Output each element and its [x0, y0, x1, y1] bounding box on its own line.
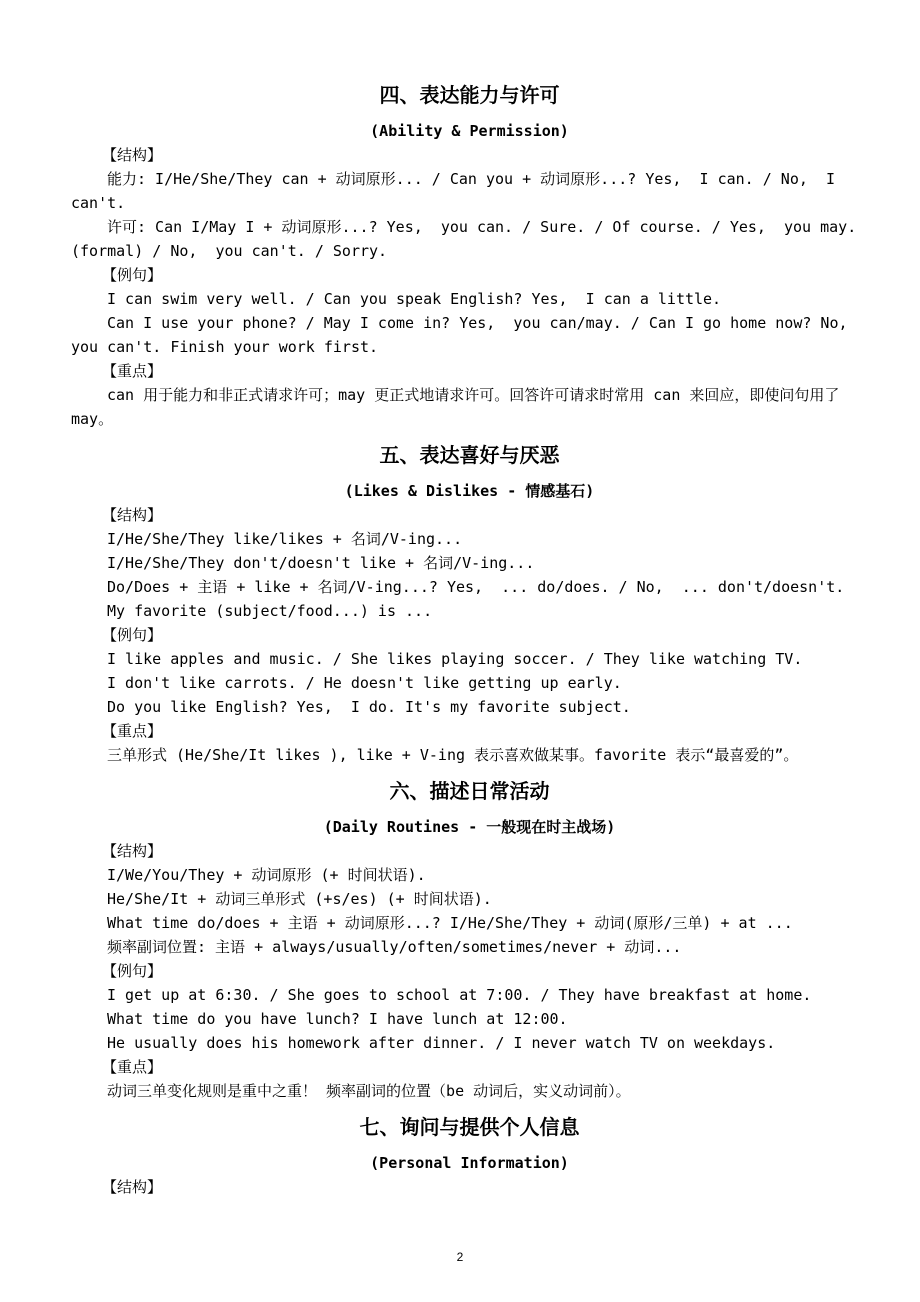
- structure-line: 能力: I/He/She/They can + 动词原形... / Can you + 动词原形...? Yes, I can. / No, I can't.: [71, 170, 845, 212]
- structure-line: He/She/It + 动词三单形式 (+s/es) (+ 时间状语).: [107, 890, 492, 908]
- key-line: 动词三单变化规则是重中之重！ 频率副词的位置（be 动词后，实义动词前）。: [107, 1082, 631, 1100]
- structure-line: My favorite (subject/food...) is ...: [107, 602, 433, 620]
- structure-label: 【结构】: [102, 842, 163, 860]
- section-title: 七、询问与提供个人信息: [359, 1115, 580, 1139]
- examples-line: I don't like carrots. / He doesn't like getting up early.: [107, 674, 622, 692]
- examples-line: Do you like English? Yes, I do. It's my favorite subject.: [107, 698, 631, 716]
- section-subtitle: (Personal Information): [370, 1154, 569, 1172]
- structure-line: 频率副词位置: 主语 + always/usually/often/sometimes/never + 动词...: [107, 938, 682, 956]
- structure-label: 【结构】: [102, 146, 163, 164]
- section-title: 五、表达喜好与厌恶: [379, 443, 560, 467]
- key-line: 三单形式 (He/She/It likes ), like + V-ing 表示喜欢做某事。favorite 表示“最喜爱的”。: [107, 746, 799, 764]
- structure-line: I/He/She/They don't/doesn't like + 名词/V-ing...: [107, 554, 535, 572]
- examples-line: I like apples and music. / She likes playing soccer. / They like watching TV.: [107, 650, 803, 668]
- examples-line: I can swim very well. / Can you speak English? Yes, I can a little.: [107, 290, 722, 308]
- examples-label: 【例句】: [102, 626, 163, 644]
- section-subtitle: (Daily Routines - 一般现在时主战场): [323, 818, 616, 836]
- examples-line: I get up at 6:30. / She goes to school at 7:00. / They have breakfast at home.: [107, 986, 812, 1004]
- key-label: 【重点】: [102, 722, 163, 740]
- structure-line: Do/Does + 主语 + like + 名词/V-ing...? Yes, ... do/does. / No, ... don't/doesn't.: [107, 578, 845, 596]
- section-title: 四、表达能力与许可: [379, 83, 560, 107]
- structure-label: 【结构】: [102, 1178, 163, 1196]
- examples-label: 【例句】: [102, 962, 163, 980]
- document-page: [71, 71, 868, 1199]
- structure-label: 【结构】: [102, 506, 163, 524]
- section-title: 六、描述日常活动: [389, 779, 550, 803]
- examples-line: He usually does his homework after dinner. / I never watch TV on weekdays.: [107, 1034, 776, 1052]
- key-label: 【重点】: [102, 362, 163, 380]
- key-label: 【重点】: [102, 1058, 163, 1076]
- section-subtitle: (Likes & Dislikes - 情感基石): [344, 482, 595, 500]
- page-number: 2: [456, 1250, 464, 1264]
- structure-line: What time do/does + 主语 + 动词原形...? I/He/She/They + 动词(原形/三单) + at ...: [107, 914, 793, 932]
- key-line: can 用于能力和非正式请求许可；may 更正式地请求许可。回答许可请求时常用 can 来回应，即使问句用了 may。: [71, 386, 849, 428]
- structure-line: 许可: Can I/May I + 动词原形...? Yes, you can. / Sure. / Of course. / Yes, you may. (formal) / No, you can't. / Sorry.: [71, 218, 866, 260]
- structure-line: I/We/You/They + 动词原形 (+ 时间状语).: [107, 866, 426, 884]
- section-subtitle: (Ability & Permission): [370, 122, 569, 140]
- structure-line: I/He/She/They like/likes + 名词/V-ing...: [107, 530, 463, 548]
- examples-label: 【例句】: [102, 266, 163, 284]
- examples-line: Can I use your phone? / May I come in? Yes, you can/may. / Can I go home now? No, you can't. Finish your work first.: [71, 314, 866, 356]
- examples-line: What time do you have lunch? I have lunch at 12:00.: [107, 1010, 568, 1028]
